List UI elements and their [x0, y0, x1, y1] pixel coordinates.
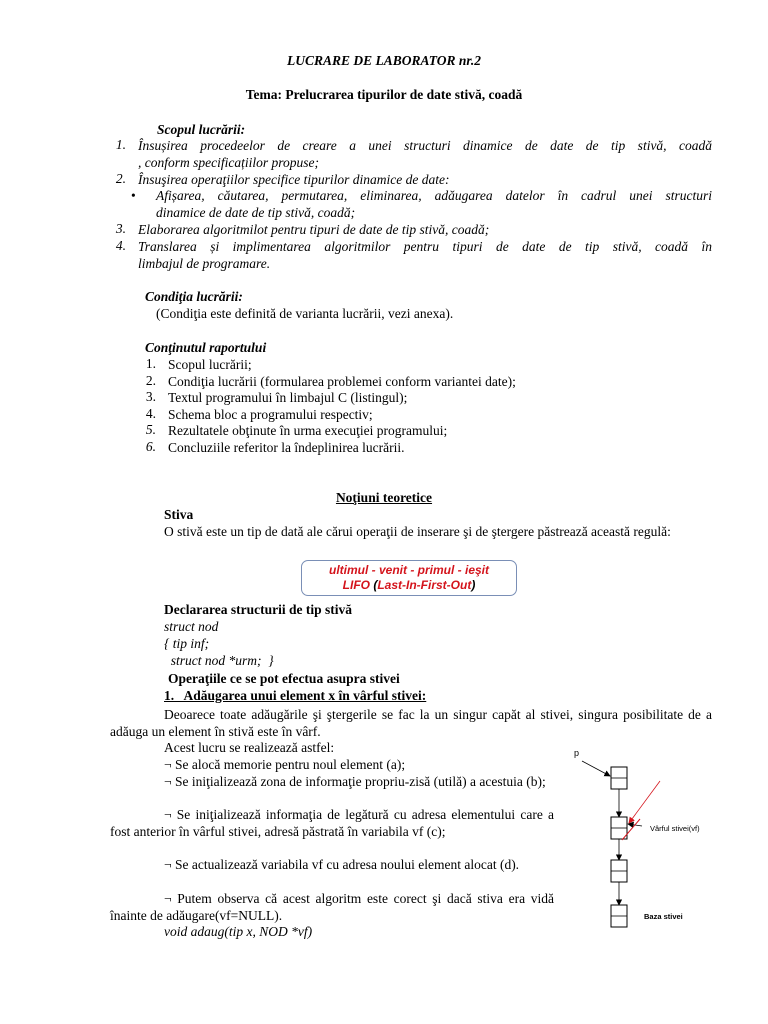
- lifo-paren-close: ): [471, 578, 476, 592]
- lifo-rule-line1: ultimul - venit - primul - ieşit: [328, 563, 489, 577]
- stack-diagram: [560, 745, 720, 945]
- lifo-rule-box: [301, 560, 517, 596]
- scope-item-1-line2: , conform specificațiilor propuse;: [138, 155, 319, 170]
- scope-item-3-num: 3.: [115, 221, 126, 236]
- report-item-num: 4.: [145, 406, 156, 421]
- step-init-info: ¬ Se iniţializează zona de informaţie propriu-zisă (utilă) a acestuia (b);: [164, 774, 546, 789]
- scope-item-1-num: 1.: [115, 137, 126, 152]
- code-line-2: { tip inf;: [164, 636, 210, 651]
- step-update-vf: ¬ Se actualizează variabila vf cu adresa noului element alocat (d).: [164, 857, 520, 872]
- scope-item-4-num: 4.: [115, 238, 126, 253]
- report-item-num: 5.: [145, 422, 156, 437]
- code-line-1: struct nod: [164, 619, 219, 634]
- lifo-abbrev: LIFO: [342, 578, 370, 592]
- lab-title: LUCRARE DE LABORATOR nr.2: [286, 53, 482, 68]
- scope-item-4-line1: Translarea și implimentarea algoritmilor pentru tipuri de date de tip stivă, coadă în: [138, 239, 712, 254]
- lifo-paren-open: (: [369, 578, 378, 592]
- report-item: Scopul lucrării;: [168, 357, 252, 372]
- scope-heading: Scopul lucrării:: [157, 122, 246, 137]
- op1-text: Deoarece toate adăugările şi ştergerile se fac la un singur capăt al stivei, singura posibilitate de a adăuga un element în stivă este în vârf.: [110, 707, 712, 739]
- function-signature: void adaug(tip x, NOD *vf): [164, 924, 313, 939]
- report-item: Rezultatele obţinute în urma execuţiei programului;: [168, 423, 448, 438]
- ops-heading: Operaţiile ce se pot efectua asupra stivei: [168, 671, 400, 686]
- step-observe: ¬ Putem observa că acest algoritm este corect şi dacă stiva era vidă înainte de adăugare(vf=NULL).: [110, 891, 554, 923]
- scope-item-4-line2: limbajul de programare.: [138, 256, 271, 271]
- lab-theme: Tema: Prelucrarea tipurilor de date stivă, coadă: [245, 87, 523, 102]
- report-item-num: 1.: [145, 356, 156, 371]
- pointer-arrow: [582, 761, 610, 776]
- pointer-label: p: [574, 748, 580, 758]
- condition-heading: Condiţia lucrării:: [145, 289, 243, 304]
- scope-subitem-line1: Afișarea, căutarea, permutarea, eliminarea, adăugarea datelor în cadrul unei structuri: [156, 188, 712, 203]
- report-item-num: 3.: [145, 389, 156, 404]
- bullet-icon: •: [131, 188, 136, 203]
- step-init-link: ¬ Se iniţializează informaţia de legătură cu adresa elementului care a fost anterior în vârful stivei, adresă păstrată în variabila vf (c);: [110, 807, 554, 839]
- report-item: Textul programului în limbajul C (listingul);: [168, 390, 408, 405]
- theory-heading: Noţiuni teoretice: [335, 490, 433, 505]
- scope-item-2-num: 2.: [115, 171, 126, 186]
- report-item: Concluziile referitor la îndeplinirea lucrării.: [168, 440, 405, 455]
- realize-text: Acest lucru se realizează astfel:: [164, 740, 335, 755]
- top-label: Vârful stivei(vf): [650, 824, 700, 833]
- report-item: Schema bloc a programului respectiv;: [168, 407, 373, 422]
- lifo-expansion: Last-In-First-Out: [377, 578, 472, 592]
- scope-item-1-line1: Însușirea procedeelor de creare a unei structuri dinamice de date de tip stivă, coadă: [138, 138, 712, 153]
- vf-update-arrow: [629, 781, 660, 823]
- code-line-3: struct nod *urm; }: [164, 653, 274, 668]
- scope-item-2-line1: Însuşirea operaţiilor specifice tipurilor dinamice de date:: [138, 172, 450, 187]
- lifo-rule-line2: [302, 578, 516, 593]
- scope-item-3-line1: Elaborarea algoritmilot pentru tipuri de date de tip stivă, coadă;: [138, 222, 490, 237]
- scope-subitem-line2: dinamice de date de tip stivă, coadă;: [156, 205, 356, 220]
- report-item: Condiţia lucrării (formularea problemei conform variantei date);: [168, 374, 516, 389]
- report-item-num: 2.: [145, 373, 156, 388]
- base-label: Baza stivei: [644, 912, 683, 921]
- condition-text: (Condiţia este definită de varianta lucrării, vezi anexa).: [156, 306, 454, 321]
- report-item-num: 6.: [145, 439, 156, 454]
- report-heading: Conţinutul raportului: [145, 340, 267, 355]
- decl-heading: Declararea structurii de tip stivă: [164, 602, 352, 617]
- step-alloc: ¬ Se alocă memorie pentru noul element (a);: [164, 757, 406, 772]
- stack-definition: O stivă este un tip de dată ale cărui operaţii de inserare şi de ştergere păstrează această regulă:: [164, 524, 671, 539]
- op1-heading: 1. Adăugarea unui element x în vârful stivei:: [164, 688, 427, 703]
- stack-heading: Stiva: [164, 507, 194, 522]
